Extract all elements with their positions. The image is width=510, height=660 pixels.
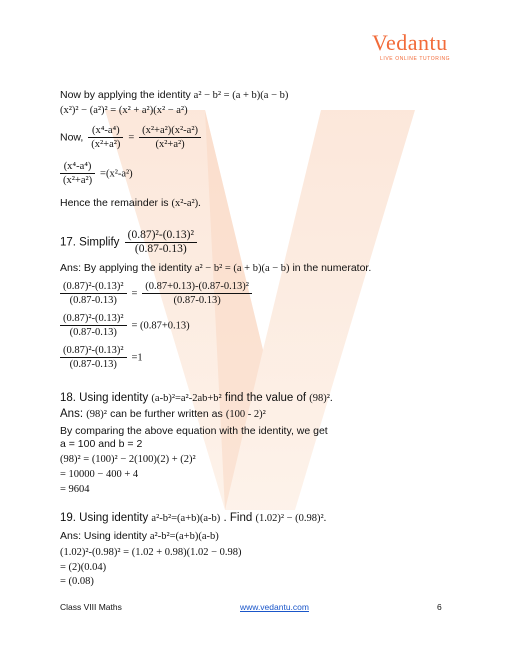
identity-intro: Now by applying the identity a² − b² = (a + b)(a − b): [60, 89, 289, 101]
brand-name: Vedantu: [372, 30, 448, 55]
answer-18-step-2: = 10000 − 400 + 4: [60, 469, 139, 480]
answer-19-result: = (0.08): [60, 576, 94, 587]
footer-class-label: Class VIII Maths: [60, 602, 122, 612]
fraction: $\frac{\text{(0.87)²-(0.13)²}}{(0.87-0.13)}$: [60, 280, 127, 307]
identity-expansion: (x²)² − (a²)² = (x² + a²)(x² − a²): [60, 105, 188, 116]
answer-18-intro: Ans: (98)² can be further written as (100 - 2)²: [60, 408, 266, 420]
answer-18-compare: By comparing the above equation with the identity, we get: [60, 425, 328, 437]
answer-19-step-2: = (2)(0.04): [60, 562, 107, 573]
fraction: $\frac{\text{(0.87)²-(0.13)²}}{(0.87-0.13)}$: [125, 229, 197, 256]
fraction: $\frac{\text{(0.87+0.13)-(0.87-0.13)²}}{(0.87-0.13)}$: [142, 280, 252, 307]
fraction: $\frac{\text{(x⁴-a⁴)}}{\text{(x²+a²)}}$: [60, 160, 95, 187]
answer-17-step-3: $\frac{\text{(0.87)²-(0.13)²}}{(0.87-0.13)}$ =1: [60, 344, 143, 371]
footer-website-link[interactable]: www.vedantu.com: [240, 602, 309, 612]
fraction: $\frac{\text{(0.87)²-(0.13)²}}{(0.87-0.13)}$: [60, 312, 127, 339]
answer-18-step-1: (98)² = (100)² − 2(100)(2) + (2)²: [60, 454, 196, 465]
answer-19-step-1: (1.02)²-(0.98)² = (1.02 + 0.98)(1.02 − 0.98): [60, 547, 242, 558]
answer-18-values: a = 100 and b = 2: [60, 438, 143, 450]
answer-18-result: = 9604: [60, 484, 90, 495]
fraction: $\frac{\text{(0.87)²-(0.13)²}}{(0.87-0.13)}$: [60, 344, 127, 371]
fraction: $\frac{\text{(x⁴-a⁴)}}{\text{(x²+a²)}}$: [88, 124, 123, 151]
brand-tagline: LIVE ONLINE TUTORING: [380, 56, 451, 62]
question-19: 19. Using identity a²-b²=(a+b)(a-b) . Find (1.02)² − (0.98)².: [60, 512, 327, 524]
question-18: 18. Using identity (a-b)²=a²-2ab+b² find the value of (98)².: [60, 392, 333, 404]
answer-17-step-2: $\frac{\text{(0.87)²-(0.13)²}}{(0.87-0.13)}$ = (0.87+0.13): [60, 312, 190, 339]
division-step-2: $\frac{\text{(x⁴-a⁴)}}{\text{(x²+a²)}}$ =(x²-a²): [60, 160, 133, 187]
question-17: 17. Simplify $\frac{\text{(0.87)²-(0.13)²}}{(0.87-0.13)}$: [60, 229, 199, 256]
answer-17-intro: Ans: By applying the identity a² − b² = (a + b)(a − b) in the numerator.: [60, 262, 372, 274]
answer-19-intro: Ans: Using identity a²-b²=(a+b)(a-b): [60, 530, 219, 542]
answer-17-step-1: $\frac{\text{(0.87)²-(0.13)²}}{(0.87-0.13)}$ = $\frac{\text{(0.87+0.13)-(0.87-0.13)²}}{(0.87-0.13)}$: [60, 280, 254, 307]
division-step-1: Now, $\frac{\text{(x⁴-a⁴)}}{\text{(x²+a²)}}$ = $\frac{\text{(x²+a²)(x²-a²)}}{\text{(x²+a²)}}$: [60, 124, 203, 151]
remainder-statement: Hence the remainder is (x²-a²).: [60, 197, 201, 209]
fraction: $\frac{\text{(x²+a²)(x²-a²)}}{\text{(x²+a²)}}$: [139, 124, 201, 151]
brand-logo: [372, 30, 482, 70]
page-number: 6: [437, 602, 442, 612]
